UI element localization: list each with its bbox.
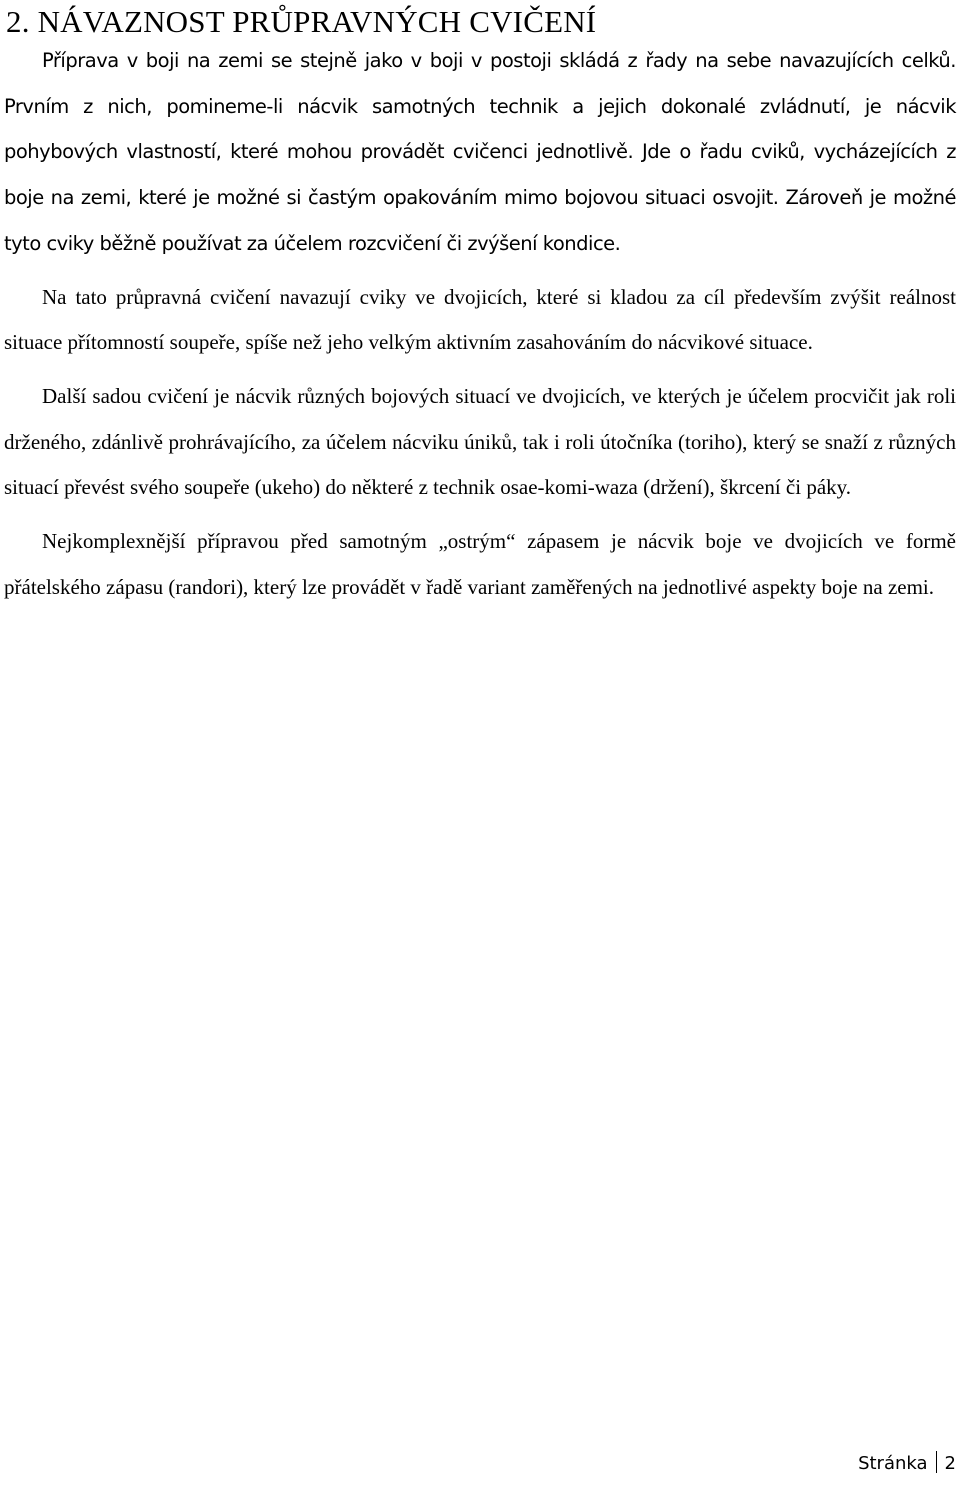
paragraph-3: Další sadou cvičení je nácvik různých bojových situací ve dvojicích, ve kterých je účelem procvičit jak roli drženého, zdánlivě prohrávajícího, za účelem nácviku úniků, tak i roli útočníka (toriho), který se snaží z různých situací převést svého soupeře (ukeho) do některé z technik osae-komi-waza (držení), škrcení či páky. [4, 383, 956, 500]
section-heading: 2. NÁVAZNOST PRŮPRAVNÝCH CVIČENÍ [6, 4, 597, 39]
footer-divider [936, 1451, 937, 1473]
page-label: Stránka [858, 1453, 928, 1474]
paragraph-2: Na tato průpravná cvičení navazují cviky ve dvojicích, které si kladou za cíl především zvýšit reálnost situace přítomností soupeře, spíše než jeho velkým aktivním zasahováním do nácvikové situace. [4, 284, 956, 355]
body-text [4, 38, 956, 610]
page-footer [858, 1451, 956, 1477]
paragraph-1: Příprava v boji na zemi se stejně jako v boji v postoji skládá z řady na sebe navazujících celků. Prvním z nich, pomineme-li nácvik samotných technik a jejich dokonalé zvládnutí, je nácvik pohybových vlastností, které mohou provádět cvičenci jednotlivě. Jde o řadu cviků, vycházejících z boje na zemi, které je možné si častým opakováním mimo bojovou situaci osvojit. Zároveň je možné tyto cviky běžně používat za účelem rozcvičení či zvýšení kondice. [4, 49, 956, 255]
paragraph-4: Nejkomplexnější přípravou před samotným „ostrým“ zápasem je nácvik boje ve dvojicích ve formě přátelského zápasu (randori), který lze provádět v řadě variant zaměřených na jednotlivé aspekty boje na zemi. [4, 529, 956, 599]
page-number: 2 [944, 1453, 956, 1474]
